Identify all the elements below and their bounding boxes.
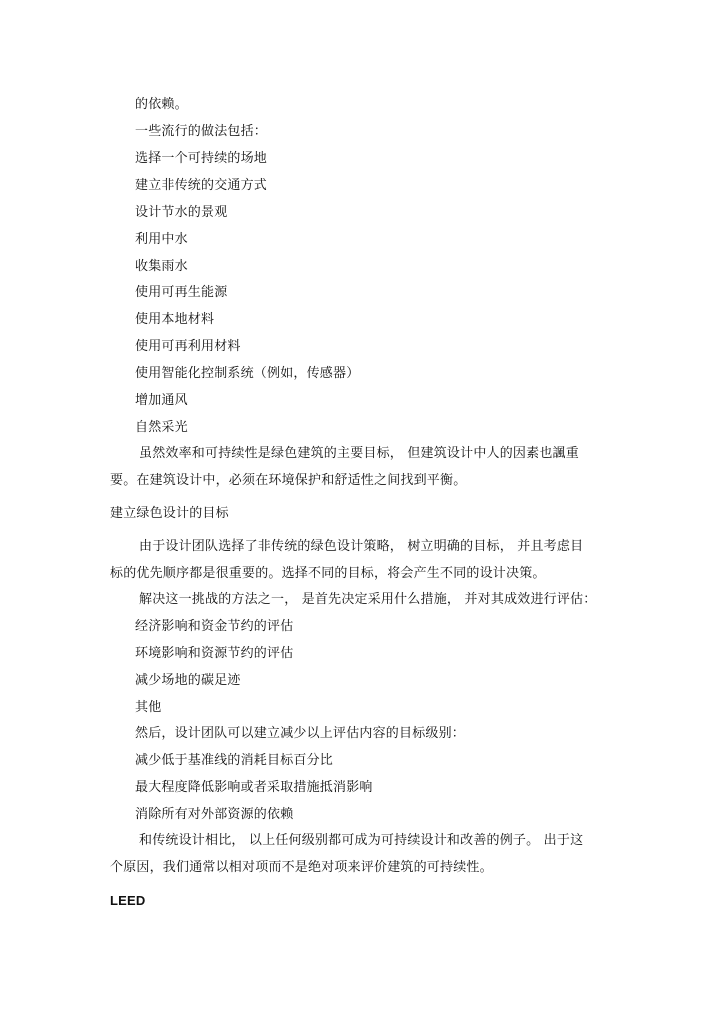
text-line: 一些流行的做法包括： bbox=[135, 124, 268, 139]
list-item: 设计节水的景观 bbox=[135, 205, 228, 220]
list-item: 使用智能化控制系统（例如，传感器） bbox=[135, 366, 360, 381]
list-item: 其他 bbox=[135, 700, 162, 715]
list-item: 环境影响和资源节约的评估 bbox=[135, 646, 294, 661]
list-item: 减少场地的碳足迹 bbox=[135, 673, 241, 688]
paragraph-line: 解决这一挑战的方法之一， 是首先决定采用什么措施， 并对其成效进行评估： bbox=[139, 592, 597, 607]
paragraph-line: 和传统设计相比， 以上任何级别都可成为可持续设计和改善的例子。 出于这 bbox=[139, 833, 584, 848]
list-item: 利用中水 bbox=[135, 232, 188, 247]
text-line: 然后，设计团队可以建立减少以上评估内容的目标级别： bbox=[135, 726, 466, 741]
list-item: 使用可再生能源 bbox=[135, 285, 228, 300]
text-line: 的依赖。 bbox=[135, 97, 188, 112]
paragraph-line: 个原因，我们通常以相对项而不是绝对项来评价建筑的可持续性。 bbox=[110, 860, 493, 875]
list-item: 选择一个可持续的场地 bbox=[135, 151, 268, 166]
paragraph-line: 标的优先顺序都是很重要的。选择不同的目标，将会产生不同的设计决策。 bbox=[110, 566, 546, 581]
list-item: 自然采光 bbox=[135, 420, 188, 435]
paragraph-line: 要。在建筑设计中，必须在环境保护和舒适性之间找到平衡。 bbox=[110, 473, 467, 488]
list-item: 增加通风 bbox=[135, 393, 188, 408]
list-item: 建立非传统的交通方式 bbox=[135, 178, 268, 193]
section-heading-leed: LEED bbox=[110, 893, 146, 908]
section-heading: 建立绿色设计的目标 bbox=[110, 506, 229, 521]
list-item: 最大程度降低影响或者采取措施抵消影响 bbox=[135, 780, 373, 795]
paragraph-line: 由于设计团队选择了非传统的绿色设计策略， 树立明确的目标， 并且考虑目 bbox=[139, 539, 584, 554]
list-item: 使用可再利用材料 bbox=[135, 339, 241, 354]
list-item: 消除所有对外部资源的依赖 bbox=[135, 807, 294, 822]
list-item: 经济影响和资金节约的评估 bbox=[135, 619, 294, 634]
list-item: 减少低于基准线的消耗目标百分比 bbox=[135, 753, 334, 768]
list-item: 收集雨水 bbox=[135, 259, 188, 274]
paragraph-line: 虽然效率和可持续性是绿色建筑的主要目标， 但建筑设计中人的因素也諷重 bbox=[139, 446, 579, 461]
list-item: 使用本地材料 bbox=[135, 312, 215, 327]
